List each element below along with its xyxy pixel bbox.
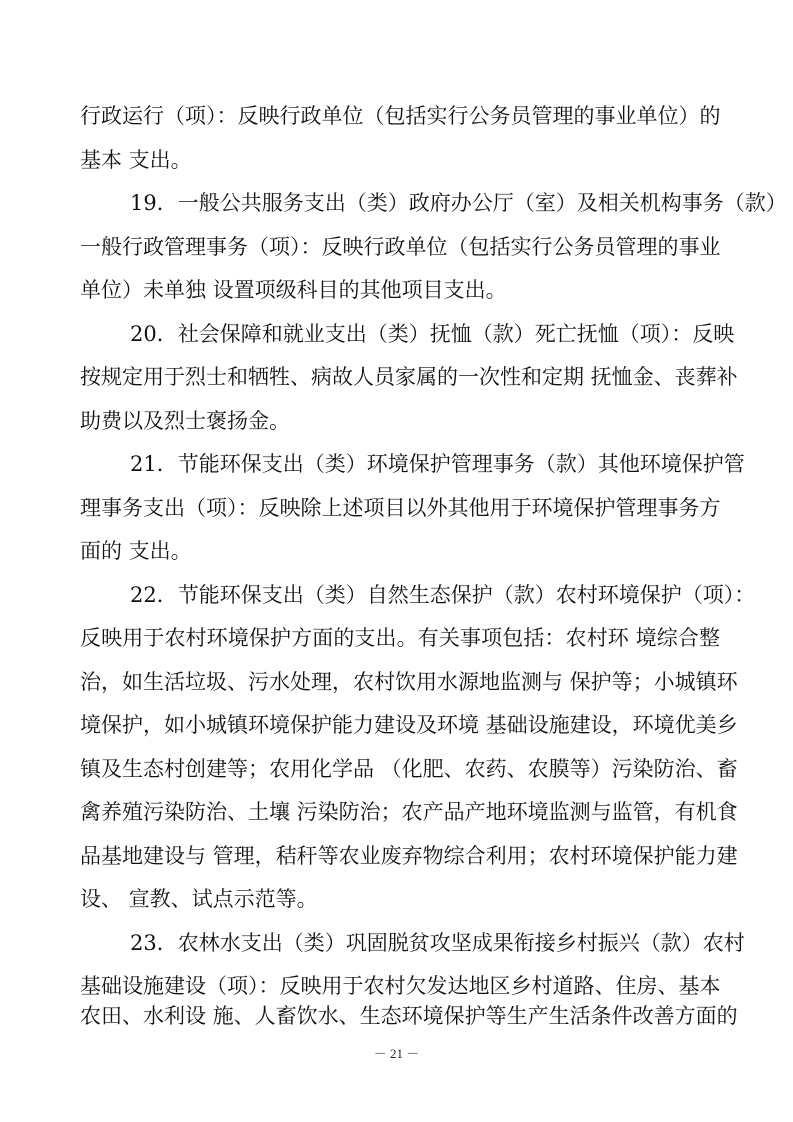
text-line: 行政运行（项）：反映行政单位（包括实行公务员管理的事业单位）的 — [80, 104, 721, 128]
text-line: 基本 支出。 — [80, 148, 192, 172]
text-line: 农田、水利设 施、人畜饮水、生态环境保护等生产生活条件改善方面的 — [80, 1004, 738, 1028]
text-line: 面的 支出。 — [80, 539, 192, 563]
text-line: 反映用于农村环境保护方面的支出。有关事项包括：农村环 境综合整 — [80, 626, 720, 650]
page-number: － 21 － — [373, 1046, 420, 1061]
text-line: 境保护，如小城镇环境保护能力建设及环境 基础设施建设，环境优美乡 — [80, 713, 738, 737]
text-line: 单位）未单独 设置项级科目的其他项目支出。 — [80, 278, 507, 302]
text-line: 设、 宣教、试点示范等。 — [80, 887, 318, 911]
text-line: 禽养殖污染防治、土壤 污染防治；农产品产地环境监测与监管，有机食 — [80, 800, 738, 824]
paragraph-21-line: 21．节能环保支出（类）环境保护管理事务（款）其他环境保护管 — [130, 452, 745, 476]
paragraph-23-line: 23．农林水支出（类）巩固脱贫攻坚成果衔接乡村振兴（款）农村 — [130, 931, 745, 955]
text-line: 助费以及烈士褒扬金。 — [80, 409, 290, 433]
text-line: 基础设施建设（项）：反映用于农村欠发达地区乡村道路、住房、基本 — [80, 974, 721, 998]
text-line: 一般行政管理事务（项）：反映行政单位（包括实行公务员管理的事业 — [80, 235, 721, 259]
text-line: 品基地建设与 管理，秸秆等农业废弃物综合利用；农村环境保护能力建 — [80, 844, 738, 868]
text-line: 治，如生活垃圾、污水处理，农村饮用水源地监测与 保护等；小城镇环 — [80, 670, 738, 694]
paragraph-19-line: 19．一般公共服务支出（类）政府办公厅（室）及相关机构事务（款） — [130, 191, 787, 215]
text-line: 理事务支出（项）：反映除上述项目以外其他用于环境保护管理事务方 — [80, 496, 721, 520]
text-line: 按规定用于烈士和牺牲、病故人员家属的一次性和定期 抚恤金、丧葬补 — [80, 365, 738, 389]
paragraph-22-line: 22．节能环保支出（类）自然生态保护（款）农村环境保护（项）： — [130, 583, 756, 607]
text-line: 镇及生态村创建等；农用化学品 （化肥、农药、农膜等）污染防治、畜 — [80, 757, 738, 781]
paragraph-20-line: 20．社会保障和就业支出（类）抚恤（款）死亡抚恤（项）：反映 — [130, 322, 735, 346]
